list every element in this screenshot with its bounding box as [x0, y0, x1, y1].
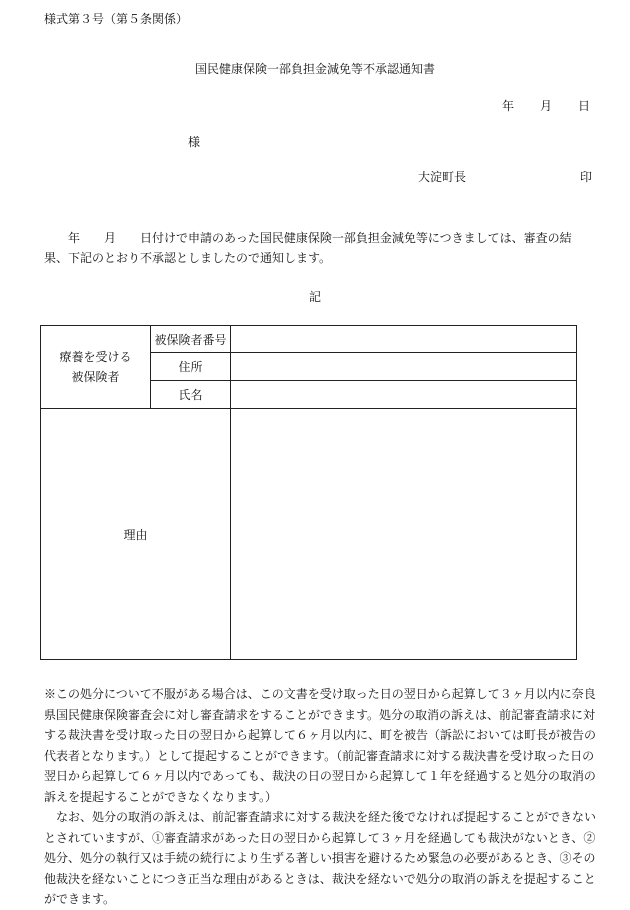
- date-line: [502, 97, 590, 114]
- group-label-line: 療養を受ける 被保険者: [59, 350, 132, 384]
- seal-mark: 印: [580, 170, 593, 184]
- date-day: 日: [577, 99, 590, 113]
- date-year: 年: [501, 99, 514, 113]
- info-table: [40, 325, 577, 660]
- form-number: 様式第３号（第５条関係）: [44, 12, 189, 26]
- sender-name: 大淀町長: [418, 170, 467, 184]
- note-paragraph-2: なお、処分の取消の訴えは、前記審査請求に対する裁決を経た後でなければ提起することができないとされていますが、①審査請求があった日の翌日から起算して３ヶ月を経過しても裁決がないとき、②処分、処分の執行又は手続の続行により生ずる著しい損害を避けるため緊急の必要があるとき、③その他裁決を経ないことにつき正当な理由があるときは、裁決を経ないで処分の取消の訴えを提起することができます。: [44, 810, 597, 906]
- document-title: 国民健康保険一部負担金減免等不承認通知書: [194, 62, 435, 76]
- table-row: [41, 409, 577, 660]
- address-label: 住所: [151, 353, 231, 381]
- date-month: 月: [539, 99, 552, 113]
- insured-number-label: 被保険者番号: [151, 326, 231, 353]
- note-paragraph-1: ※この処分について不服がある場合は、この文書を受け取った日の翌日から起算して３ヶ月以内に奈良県国民健康保険審査会に対し審査請求をすることができます。処分の取消の訴えは、前記審査請求に対する裁決書を受け取った日の翌日から起算して６ヶ月以内に、町を被告（訴訟においては町長が被告の代表者となります。）として提起することができます。（前記審査請求に対する裁決書を受け取った日の翌日から起算して６ヶ月以内であっても、裁決の日の翌日から起算して１年を経過すると処分の取消の訴えを提起することができなくなります。）: [44, 687, 597, 804]
- reason-field[interactable]: [231, 409, 577, 660]
- notes-section: [44, 684, 596, 910]
- name-label: 氏名: [151, 381, 231, 409]
- ki-heading: 記: [308, 290, 321, 304]
- table-row: [41, 326, 577, 353]
- address-field[interactable]: [231, 353, 577, 381]
- name-field[interactable]: [231, 381, 577, 409]
- insured-number-field[interactable]: [231, 326, 577, 353]
- addressee-suffix: 様: [188, 135, 201, 149]
- intro-paragraph: 年 月 日付けで申請のあった国民健康保険一部負担金減免等につきましては、審査の結果、下記のとおり不承認としましたので通知します。: [44, 231, 572, 265]
- insured-group-label: [41, 326, 151, 409]
- reason-label: 理由: [41, 409, 231, 660]
